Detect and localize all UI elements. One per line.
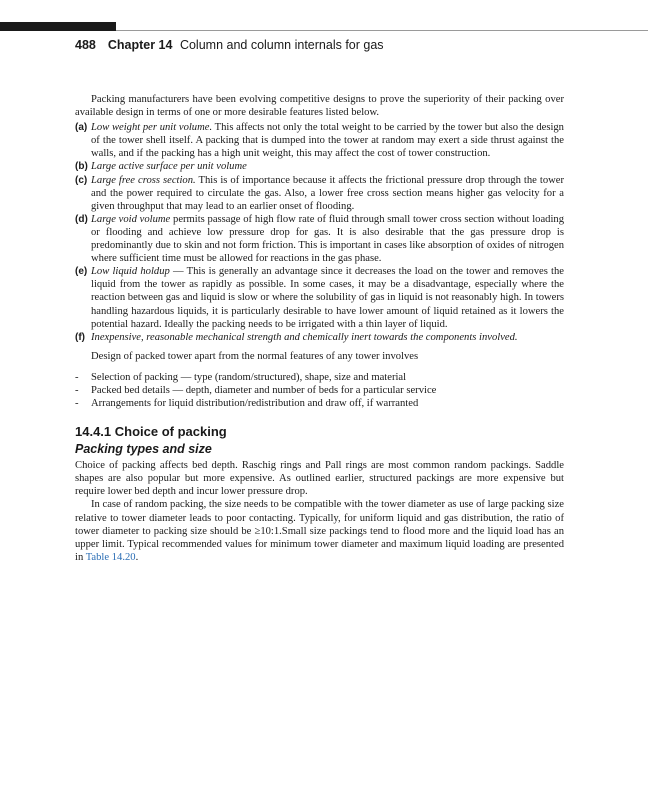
item-body: permits passage of high flow rate of fluid through small tower cross section without loading or flooding and achieve low pressure drop for gas. It is also desirable that the gas pressure drop is predominantly due to skin and not form friction. This is important in cases like absorption of oxides of nitrogen where sufficient time must be allowed for reactions in the gas phase. xyxy=(91,213,565,265)
header-rule xyxy=(116,30,648,31)
item-text xyxy=(91,160,564,173)
paragraph-end: . xyxy=(135,551,139,563)
item-label: (d) xyxy=(75,213,88,225)
item-label: (c) xyxy=(75,174,88,186)
item-label: (b) xyxy=(75,161,88,173)
body-paragraph: Choice of packing affects bed depth. Raschig rings and Pall rings are most common random packings. Saddle shapes are also popular but more expensive. As outlined earlier, structured packings are more expensive but require lower bed depth and incur lower pressure drop. xyxy=(75,460,564,498)
bullet-text: Arrangements for liquid distribution/redistribution and draw off, if warranted xyxy=(91,398,419,410)
item-text xyxy=(91,174,564,213)
bullet-item xyxy=(75,384,564,397)
item-body: — This is generally an advantage since it decreases the load on the tower and removes the liquid from the tower as rapidly as possible. In some cases, it may be a disadvantage, especially where the reaction between gas and liquid is slow or where the solubility of gas in liquid is not reasonably high. In towers handling hazardous liquids, it is particularly desirable to have lower amount of liquid retained as it lowers the potential hazard. Ideally the packing needs to be irrigated with a thin layer of liquid. xyxy=(91,266,564,330)
item-title: Inexpensive, reasonable mechanical strength and chemically inert towards the components involved. xyxy=(91,331,518,343)
intro-paragraph: Packing manufacturers have been evolving competitive designs to prove the superiority of their packing over available design in terms of one or more desirable features listed below. xyxy=(75,94,564,119)
table-reference-link[interactable]: Table 14.20 xyxy=(85,551,136,563)
bullet-text: Packed bed details — depth, diameter and number of beds for a particular service xyxy=(91,384,437,396)
list-item xyxy=(75,121,564,160)
bullet-marker: - xyxy=(75,398,79,410)
page-body xyxy=(75,93,564,564)
item-text xyxy=(91,331,564,344)
body-paragraph xyxy=(75,498,564,563)
item-title: Low weight per unit volume. xyxy=(91,122,213,134)
paragraph-text: In case of random packing, the size needs to be compatible with the tower diameter as use of large packing size relative to tower diameter leads to poor contacting. Typically, for uniform liquid and gas distribution, the ratio of tower diameter to packing size should be ≥10:1.Small size packings tend to flood more and the liquid load has an upper limit. Typical recommended values for minimum tower diameter and maximum liquid loading are presented in xyxy=(75,499,564,563)
list-item xyxy=(75,331,564,344)
list-item xyxy=(75,174,564,213)
item-title: Large active surface per unit volume xyxy=(91,161,247,173)
item-title: Large void volume xyxy=(91,213,171,225)
bullet-item xyxy=(75,397,564,410)
item-label: (f) xyxy=(75,331,85,343)
bullet-marker: - xyxy=(75,384,79,396)
item-text xyxy=(91,121,564,160)
list-item xyxy=(75,265,564,330)
item-label: (a) xyxy=(75,122,88,134)
bullet-item xyxy=(75,371,564,384)
section-heading: 14.4.1 Choice of packing xyxy=(75,424,227,440)
item-body: This is of importance because it affects the frictional pressure drop through the tower and the power required to circulate the gas. Also, a lower free cross section means higher gas velocity for a given throughput that may lead to an earlier onset of flooding. xyxy=(91,174,564,212)
chapter-label: Chapter 14 xyxy=(107,38,173,52)
subsection-heading: Packing types and size xyxy=(75,442,212,457)
list-item xyxy=(75,160,564,173)
bullet-marker: - xyxy=(75,371,79,383)
item-title: Large free cross section. xyxy=(91,174,196,186)
design-bullet-list xyxy=(75,371,564,410)
item-text xyxy=(91,213,564,265)
bullet-text: Selection of packing — type (random/structured), shape, size and material xyxy=(91,371,407,383)
item-body: This affects not only the total weight to be carried by the tower but also the design of the tower shell itself. A packing that is dumped into the tower at random may exert a side thrust against the walls, and if the packing has a high unit weight, this may affect the cost of tower construction. xyxy=(91,122,564,160)
chapter-title: Column and column internals for gas xyxy=(179,38,384,52)
running-header xyxy=(75,38,384,52)
page-number: 488 xyxy=(75,38,96,52)
feature-list xyxy=(75,121,564,344)
item-text xyxy=(91,265,564,330)
header-bar xyxy=(0,22,116,31)
item-title: Low liquid holdup xyxy=(91,266,170,278)
item-label: (e) xyxy=(75,266,88,278)
list-item xyxy=(75,213,564,265)
design-intro: Design of packed tower apart from the normal features of any tower involves xyxy=(91,350,419,362)
